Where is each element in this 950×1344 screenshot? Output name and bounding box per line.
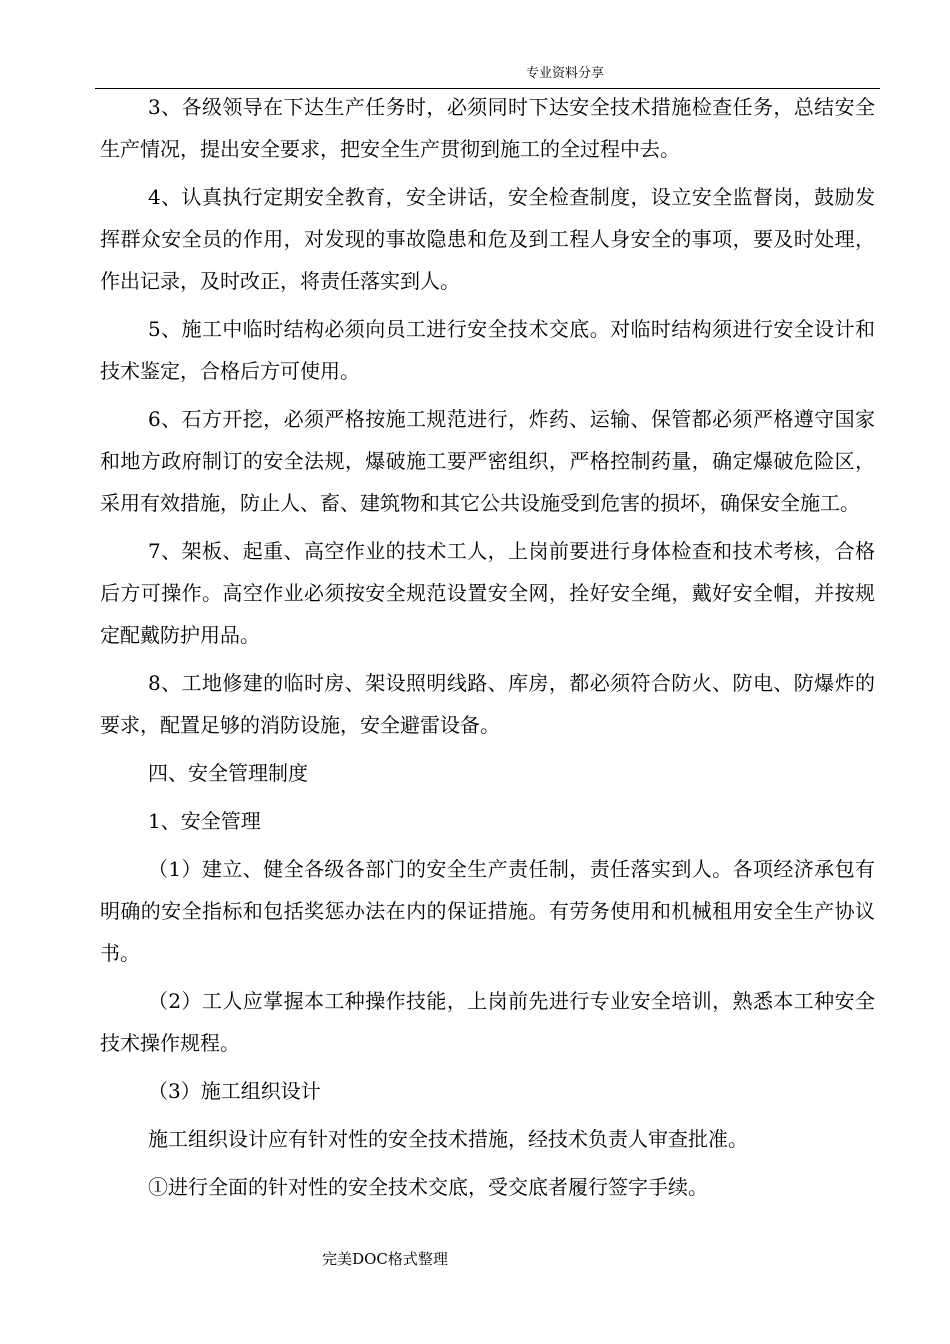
subsection-heading: 1、安全管理 [148, 809, 261, 833]
paragraph-circled-1: ①进行全面的针对性的安全技术交底，受交底者履行签字手续。 [148, 1175, 708, 1199]
page-header: 专业资料分享 [525, 66, 604, 81]
paragraph-item-3: 3、各级领导在下达生产任务时，必须同时下达安全技术措施检查任务，总结安全生产情况，提出安全要求，把安全生产贯彻到施工的全过程中去。 [100, 95, 875, 161]
paragraph-item-5: 5、施工中临时结构必须向员工进行安全技术交底。对临时结构须进行安全设计和技术鉴定，合格后方可使用。 [100, 317, 875, 383]
document-body [100, 86, 875, 1208]
paragraph-design-note: 施工组织设计应有针对性的安全技术措施，经技术负责人审查批准。 [148, 1127, 748, 1151]
paragraph-item-4: 4、认真执行定期安全教育，安全讲话，安全检查制度，设立安全监督岗，鼓励发挥群众安全员的作用，对发现的事故隐患和危及到工程人身安全的事项，要及时处理，作出记录，及时改正，将责任落实到人。 [100, 185, 875, 293]
section-heading: 四、安全管理制度 [148, 761, 308, 785]
paragraph-clause-3: （3）施工组织设计 [148, 1079, 321, 1103]
page-footer: 完美DOC格式整理 [322, 1250, 448, 1268]
paragraph-clause-1: （1）建立、健全各级各部门的安全生产责任制，责任落实到人。各项经济承包有明确的安全指标和包括奖惩办法在内的保证措施。有劳务使用和机械租用安全生产协议书。 [100, 857, 875, 965]
paragraph-item-8: 8、工地修建的临时房、架设照明线路、库房，都必须符合防火、防电、防爆炸的要求，配置足够的消防设施，安全避雷设备。 [100, 671, 875, 737]
paragraph-clause-2: （2）工人应掌握本工种操作技能，上岗前先进行专业安全培训，熟悉本工种安全技术操作规程。 [100, 989, 875, 1055]
paragraph-item-7: 7、架板、起重、高空作业的技术工人，上岗前要进行身体检查和技术考核，合格后方可操作。高空作业必须按安全规范设置安全网，拴好安全绳，戴好安全帽，并按规定配戴防护用品。 [100, 539, 875, 647]
paragraph-item-6: 6、石方开挖，必须严格按施工规范进行，炸药、运输、保管都必须严格遵守国家和地方政府制订的安全法规，爆破施工要严密组织，严格控制药量，确定爆破危险区，采用有效措施，防止人、畜、建筑物和其它公共设施受到危害的损坏，确保安全施工。 [100, 407, 875, 515]
